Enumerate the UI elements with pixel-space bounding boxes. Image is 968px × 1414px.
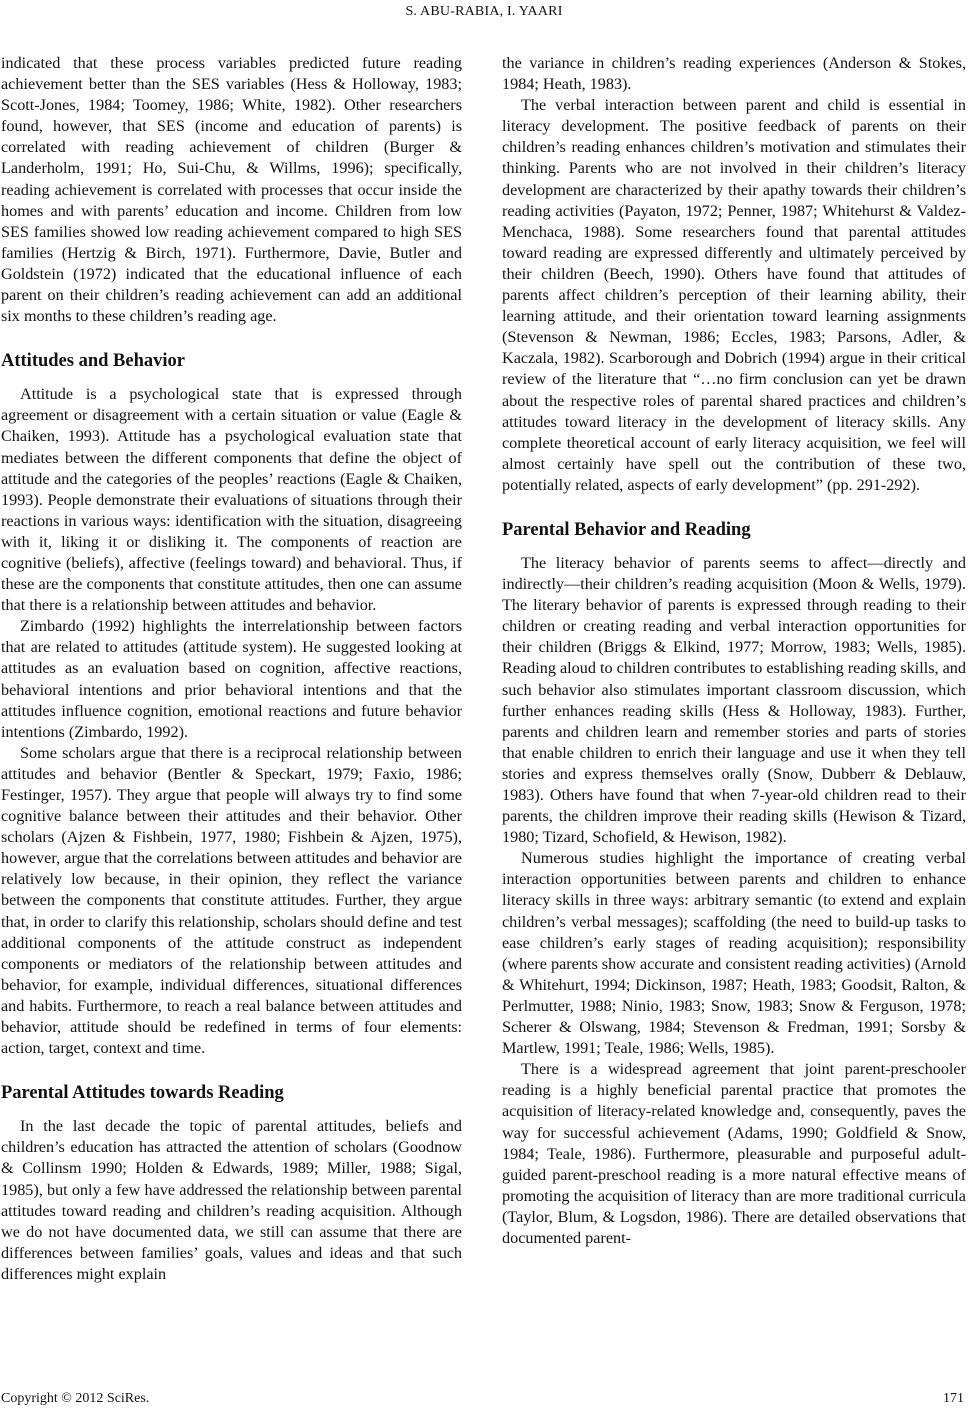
spacer xyxy=(1,327,462,350)
spacer xyxy=(502,541,966,553)
section-heading-parental-attitudes: Parental Attitudes towards Reading xyxy=(1,1083,284,1104)
page-number: 171 xyxy=(943,1391,964,1406)
running-head: S. ABU-RABIA, I. YAARI xyxy=(405,4,563,19)
copyright-notice: Copyright © 2012 SciRes. xyxy=(1,1391,150,1406)
paragraph: Some scholars argue that there is a reciprocal relationship between attitudes and behavior (Bentler & Speckart, 1979; Faxio, 1986; Festinger, 1957). They argue that people will always try to find some cognitive balance between their attitudes and their behavior. Other scholars (Ajzen & Fishbein, 1977, 1980; Fishbein & Ajzen, 1975), however, argue that the correlations between attitudes and behavior are relatively low because, in their opinion, they reflect the variance between the components that constitute attitudes. Further, they argue that, in order to clarify this relationship, scholars should define and test additional components of the attitude construct as independent components or mediators of the relationship between attitudes and behavior, for example, individual differences, situational differences and habits. Furthermore, to reach a real balance between attitudes and behavior, attitude should be redefined in terms of four elements: action, target, context and time. xyxy=(1,743,462,1058)
spacer xyxy=(1,1104,462,1116)
paragraph: In the last decade the topic of parental attitudes, beliefs and children’s education has attracted the attention of scholars (Goodnow & Collinsm 1990; Holden & Edwards, 1989; Miller, 1988; Sigal, 1985), but only a few have addressed the relationship between parental attitudes toward reading and children’s reading acquisition. Although we do not have documented data, we still can assume that there are differences between families’ goals, values and ideas and that such differences might explain xyxy=(1,1117,462,1283)
paragraph: the variance in children’s reading experiences (Anderson & Stokes, 1984; Heath, 1983). xyxy=(502,54,966,94)
paragraph: indicated that these process variables predicted future reading achievement better than the SES variables (Hess & Holloway, 1983; Scott-Jones, 1984; Toomey, 1986; White, 1982). Other researchers found, however, that SES (income and education of parents) is correlated with reading achievement of children (Burger & Landerholm, 1991; Ho, Sui-Chu, & Willms, 1996); specifically, reading achievement is correlated with processes that occur inside the homes and with parents’ education and income. Children from low SES families showed low reading achievement compared to high SES families (Hertzig & Birch, 1971). Furthermore, Davie, Butler and Goldstein (1972) indicated that the educational influence of each parent on their children’s reading achievement can add an additional six months to these children’s reading age. xyxy=(1,54,462,326)
page-footer xyxy=(1,1391,964,1407)
paragraph: Attitude is a psychological state that is expressed through agreement or disagreement with a certain situation or value (Eagle & Chaiken, 1993). Attitude has a psychological evaluation state that mediates between the different components that define the object of attitude and the categories of the peoples’ reactions (Eagle & Chaiken, 1993). People demonstrate their evaluations of situations through their reactions in various ways: identification with the situation, disagreeing with it, liking it or disliking it. The components of reaction are cognitive (beliefs), affective (feelings toward) and behavioral. Thus, if these are the components that constitute attitudes, then one can assume that there is a relationship between attitudes and behavior. xyxy=(1,385,462,615)
paragraph: The verbal interaction between parent and child is essential in literacy development. The positive feedback of parents on their children’s reading enhances children’s motivation and stimulates their thinking. Parents who are not involved in their children’s literacy development are characterized by their apathy towards their children’s reading activities (Payaton, 1972; Penner, 1987; Whitehurst & Valdez-Menchaca, 1988). Some researchers found that parental attitudes toward reading are expressed differently and ultimately perceived by their children (Beech, 1990). Others have found that attitudes of parents affect children’s perception of their learning ability, their learning attitude, and their orientation toward learning assignments (Stevenson & Newman, 1986; Eccles, 1983; Parsons, Adler, & Kaczala, 1982). Scarborough and Dobrich (1994) argue in their critical review of the literature that “…no firm conclusion can yet be drawn about the respective roles of parental shared practices and children’s attitudes toward literacy in the development of literacy skills. Any complete theoretical account of early literacy acquisition, we feel will almost certainly have spell out the contribution of these two, potentially related, aspects of early development” (pp. 291-292). xyxy=(502,96,966,494)
paragraph: There is a widespread agreement that joint parent-preschooler reading is a highly beneficial parental practice that promotes the acquisition of literacy-related knowledge and, consequently, paves the way for successful achievement (Adams, 1990; Goldfield & Snow, 1984; Teale, 1986). Furthermore, pleasurable and purposeful adult-guided parent-preschool reading is a more natural effective means of promoting the acquisition of literacy than are more traditional curricula (Taylor, Blum, & Logsdon, 1986). There are detailed observations that documented parent- xyxy=(502,1060,966,1247)
spacer xyxy=(502,496,966,519)
spacer xyxy=(1,372,462,384)
left-column xyxy=(1,53,462,1285)
spacer xyxy=(1,1059,462,1082)
paragraph: Numerous studies highlight the importance of creating verbal interaction opportunities between parents and children to enhance literacy skills in three ways: arbitrary semantic (to extend and explain children’s verbal messages); scaffolding (the need to build-up tasks to ease children’s early stages of reading acquisition); responsibility (where parents show accurate and consistent reading activities) (Arnold & Whitehurt, 1994; Dickinson, 1987; Heath, 1983; Goodsit, Ralton, & Perlmutter, 1988; Ninio, 1983; Snow, 1983; Snow & Ferguson, 1978; Scherer & Olswang, 1984; Stevenson & Fredman, 1991; Sorsby & Martlew, 1991; Teale, 1986; Wells, 1985). xyxy=(502,849,966,1058)
right-column xyxy=(502,53,966,1249)
section-heading-parental-behavior: Parental Behavior and Reading xyxy=(502,519,751,540)
paragraph: Zimbardo (1992) highlights the interrelationship between factors that are related to attitudes (attitude system). He suggested looking at attitudes as an evaluation based on cognition, affective reactions, behavioral intentions and prior behavioral intentions and that the attitudes influence cognition, emotional reactions and future behavior intentions (Zimbardo, 1992). xyxy=(1,617,462,741)
section-heading-attitudes-and-behavior: Attitudes and Behavior xyxy=(1,351,185,372)
paragraph: The literacy behavior of parents seems to affect—directly and indirectly—their children’s reading acquisition (Moon & Wells, 1979). The literary behavior of parents is expressed through reading to their children or creating reading and verbal interaction opportunities for their children (Briggs & Elkind, 1977; Morrow, 1983; Wells, 1985). Reading aloud to children contributes to establishing reading skills, and such behavior also stimulates important classroom discussion, which further enhances reading skills (Hess & Holloway, 1983). Further, parents and children learn and remember stories and parts of stories that enable children to enrich their language and use it when they tell stories and express themselves orally (Snow, Dubberr & Deblauw, 1983). Others have found that when 7-year-old children read to their parents, the children improve their reading skills (Hewison & Tizard, 1980; Tizard, Schofield, & Hewison, 1982). xyxy=(502,553,966,847)
